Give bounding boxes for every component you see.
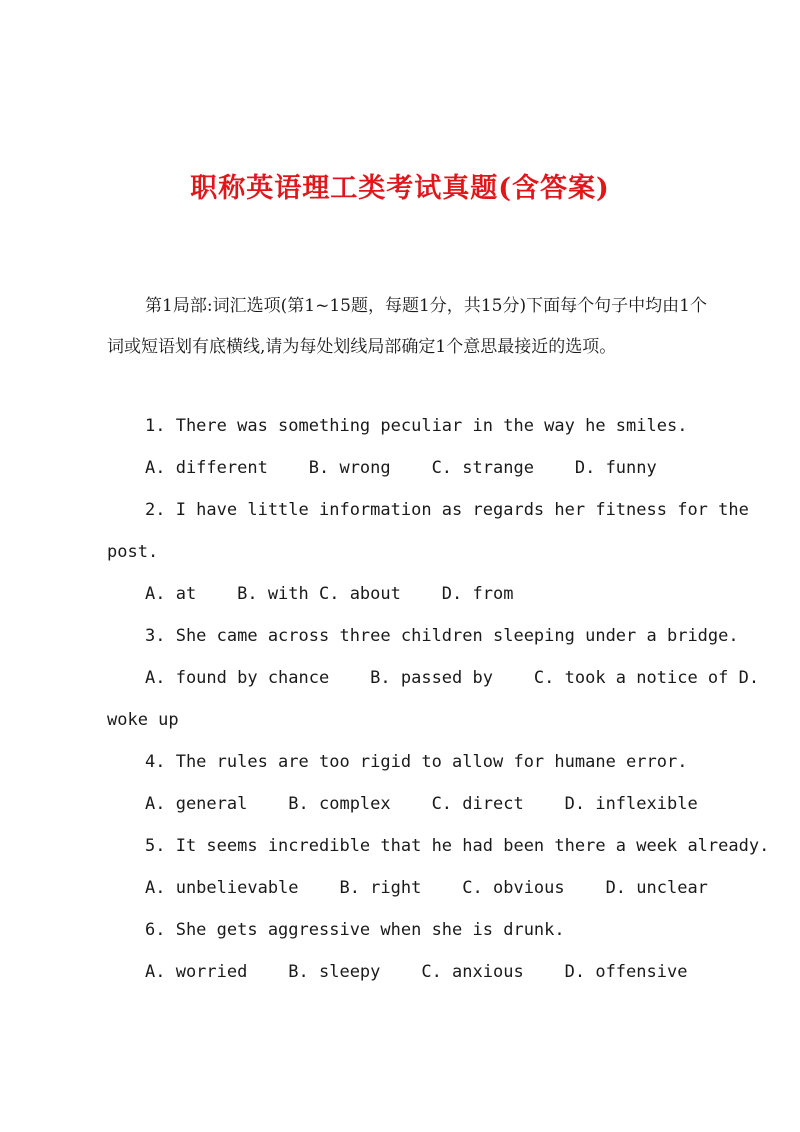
question-1-options: A. different B. wrong C. strange D. funny bbox=[145, 458, 657, 478]
question-5-options: A. unbelievable B. right C. obvious D. unclear bbox=[145, 878, 708, 898]
question-2-stem-continued: post. bbox=[107, 542, 159, 562]
question-2-stem: 2. I have little information as regards her fitness for the bbox=[145, 500, 749, 520]
section-instructions: 第1局部:词汇选项(第1~15题，每题1分，共15分)下面每个句子中均由1个词或短语划有底横线,请为每处划线局部确定1个意思最接近的选项。 bbox=[107, 296, 707, 357]
document-title: 职称英语理工类考试真题(含答案) bbox=[190, 173, 610, 204]
question-6-options: A. worried B. sleepy C. anxious D. offensive bbox=[145, 962, 688, 982]
question-3-stem: 3. She came across three children sleeping under a bridge. bbox=[145, 626, 739, 646]
question-1-stem: 1. There was something peculiar in the way he smiles. bbox=[145, 416, 688, 436]
question-6-stem: 6. She gets aggressive when she is drunk. bbox=[145, 920, 565, 940]
question-5-stem: 5. It seems incredible that he had been there a week already. bbox=[145, 836, 770, 856]
question-3-options-continued: woke up bbox=[107, 710, 179, 730]
question-4-options: A. general B. complex C. direct D. inflexible bbox=[145, 794, 698, 814]
question-3-options: A. found by chance B. passed by C. took a notice of D. bbox=[145, 668, 760, 688]
question-2-options: A. at B. with C. about D. from bbox=[145, 584, 514, 604]
question-4-stem: 4. The rules are too rigid to allow for humane error. bbox=[145, 752, 688, 772]
